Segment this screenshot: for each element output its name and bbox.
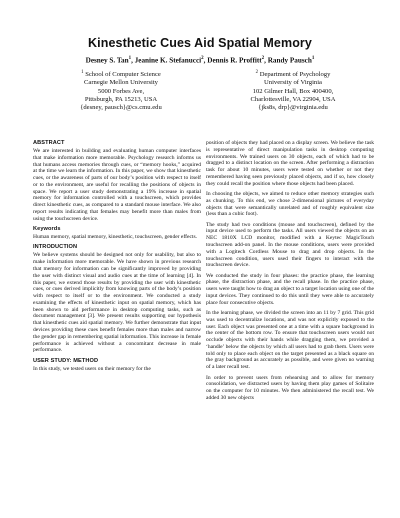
affiliation-line: Charlottesville, VA 22904, USA — [250, 95, 336, 103]
author-name: Randy Pausch — [267, 56, 312, 65]
affiliation-email: {desney, pausch}@cs.cmu.edu — [80, 104, 162, 111]
introduction-paragraph: We believe systems should be designed not only for usability, but also to make information more memorable. We have shown in previous research that memory for information can be significantly improved by providing the user with distinct visual and audio cues at the time of learning [4]. In this paper, we extend those results by providing the user with kinesthetic cues, or cues derived implicitly from knowing parts of the body’s position with respect to itself or to the environment. We conducted a study examining the effects of kinesthetic input on spatial memory, which has been shown to aid performance in desktop computing tasks, such as document management [3]. We present results supporting our hypothesis that kinesthetic cues aid spatial memory. We further demonstrate that input devices providing these cues benefit females more than males and narrow the gender gap in remembering spatial information. This increase in female performance is achieved without a concomitant decrease in male performance. — [33, 252, 201, 354]
affiliations — [24, 69, 376, 109]
author-name: Jeanine K. Stefanucci — [134, 56, 202, 65]
user-study-paragraph: In this study, we tested users on their memory for the — [33, 365, 151, 372]
affiliation-line: University of Virginia — [264, 79, 322, 87]
affiliation-line: Department of Psychology — [259, 71, 331, 79]
keywords-text: Human memory, spatial memory, kinesthetic, touchscreen, gender effects. — [33, 234, 197, 241]
left-column — [33, 140, 201, 376]
body-paragraph: In the learning phase, we divided the screen into an 11 by 7 grid. This grid was used to decentralize locations, and was not explicitly exposed to the user. Each object was presented one at a time with a square background in the center of the bottom row. To ensure that touchscreen users would not occlude objects with their hands while dragging them, we provided a ‘handle’ below the objects by which all users had to grab them. Users were told only to place each object on the target presented as a black square on the gray background as accurately as possible, and were given no warning of a later recall test. — [206, 309, 374, 371]
affiliation-cmu — [36, 69, 206, 112]
affiliation-number: 2 — [255, 70, 259, 75]
affiliation-line: School of Computer Science — [85, 71, 161, 79]
affiliation-email: {jks8s, drp}@virginia.edu — [258, 104, 328, 111]
abstract-heading: ABSTRACT — [33, 140, 65, 146]
body-paragraph: We conducted the study in four phases: the practice phase, the learning phase, the distraction phase, and the recall phase. In the practice phase, users were taught how to drag an object to a target location using one of the input devices. They continued to do this until they were able to accurately place four consecutive objects. — [206, 272, 374, 306]
affiliation-line: Pittsburgh, PA 15213, USA — [84, 95, 158, 103]
body-paragraph: In order to prevent users from rehearsing and to allow for memory consolidation, we distracted users by having them play games of Solitaire on the computer for 10 minutes. We then administered the recall test. We added 30 new objects — [206, 374, 374, 401]
body-paragraph: position of objects they had placed on a display screen. We believe the task is representative of direct manipulation tasks in desktop computing environments. We trained users on 30 objects, each of which had to be dragged to a distinct location on the screen. After performing a distraction task for about 10 minutes, users were tested on whether or not they remembered having seen previously placed objects, and if so, how closely they could recall the position where those objects had been placed. — [206, 140, 374, 187]
body-paragraph: In choosing the objects, we aimed to reduce other memory strategies such as chunking. To this end, we chose 2-dimensional pictures of everyday objects that were semantically unrelated and of roughly equivalent size (less than a cubic foot). — [206, 190, 374, 218]
author-name: Desney S. Tan — [85, 56, 129, 65]
author-name: Dennis R. Proffitt — [207, 56, 262, 65]
affiliation-uva — [208, 69, 378, 112]
author-affiliation-mark: 2 — [261, 56, 265, 61]
affiliation-line: 5000 Forbes Ave, — [97, 87, 145, 95]
affiliation-line: Carnegie Mellon University — [84, 79, 158, 87]
affiliation-number: 1 — [81, 70, 84, 75]
paper-title: Kinesthetic Cues Aid Spatial Memory — [88, 36, 312, 50]
user-study-heading: USER STUDY: METHOD — [33, 357, 99, 364]
right-column — [206, 140, 374, 405]
author-affiliation-mark: 1 — [128, 56, 132, 61]
author-line: Desney S. Tan$^1$, Jeanine K. Stefanucci$^2$, Dennis R. Proffitt$^2$, Randy Pausch$^1$ — [85, 56, 315, 65]
body-paragraph: The study had two conditions (mouse and touchscreen), defined by the input device used to perform the tasks. All users viewed the objects on an NEC 1810X LCD monitor, modified with a Keytec MagicTouch touchscreen add-on panel. In the mouse conditions, users were provided with a Logitech Cordless Mouse to drag and drop objects. In the touchscreen condition, users used their fingers to interact with the touchscreen device. — [206, 221, 374, 269]
author-affiliation-mark: 1 — [311, 56, 315, 61]
affiliation-line: 102 Gilmer Hall, Box 400400, — [252, 87, 334, 95]
abstract-text: We are interested in building and evaluating human computer interfaces that make information more memorable. Psychology research informs us that humans access memories through cues, or “memory hooks,” acquired at the time we learn the information. In this paper, we show that kinesthetic cues, or the awareness of parts of our body’s position with respect to itself or to the environment, are useful for recalling the positions of objects in space. We report a user study demonstrating a 19% increase in spatial memory for information controlled with a touchscreen, which provides direct kinesthetic cues, as compared to a standard mouse interface. We also report results indicating that females may benefit more than males from using the touchscreen device. — [33, 148, 201, 222]
keywords-heading: Keywords — [33, 226, 61, 233]
author-affiliation-mark: 2 — [201, 56, 204, 61]
introduction-heading: INTRODUCTION — [33, 244, 78, 251]
